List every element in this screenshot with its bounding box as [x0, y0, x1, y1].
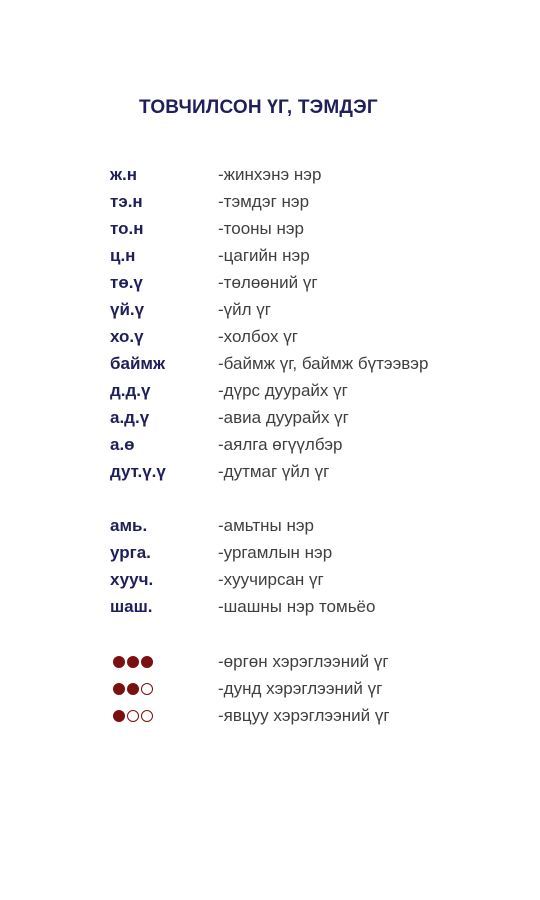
abbreviation: шаш.	[110, 596, 153, 616]
abbreviation-meaning: -тооны нэр	[218, 218, 305, 238]
abbreviation-meaning: -үйл үг	[218, 299, 272, 319]
page-title: ТОВЧИЛСОН ҮГ, ТЭМДЭГ	[139, 97, 378, 118]
grammar-abbreviation-list	[110, 161, 520, 485]
abbreviation-meaning: -шашны нэр томьёо	[218, 596, 376, 616]
abbreviation-meaning: -авиа дуурайх үг	[218, 407, 349, 427]
abbreviation-row	[110, 539, 520, 566]
filled-dot-icon	[113, 683, 125, 695]
usage-rating-dots	[110, 683, 218, 695]
abbreviation: хо.ү	[110, 326, 144, 346]
usage-meaning: -дунд хэрэглээний үг	[218, 678, 383, 698]
abbreviation-row	[110, 566, 520, 593]
abbreviation-meaning: -холбох үг	[218, 326, 298, 346]
abbreviation: хууч.	[110, 569, 154, 589]
abbreviation-row	[110, 512, 520, 539]
usage-rating-dots	[110, 710, 218, 722]
domain-abbreviation-list	[110, 512, 520, 620]
abbreviation-row	[110, 350, 520, 377]
abbreviation-meaning: -ургамлын нэр	[218, 542, 333, 562]
abbreviation: д.д.ү	[110, 380, 151, 400]
abbreviation: ж.н	[110, 164, 138, 184]
abbreviation-meaning: -тэмдэг нэр	[218, 191, 310, 211]
abbreviation: үй.ү	[110, 299, 145, 319]
abbreviation-row	[110, 269, 520, 296]
usage-row	[110, 702, 520, 729]
abbreviation: урга.	[110, 542, 151, 562]
abbreviation: баймж	[110, 353, 166, 373]
abbreviation-row	[110, 215, 520, 242]
abbreviation-meaning: -дүрс дуурайх үг	[218, 380, 348, 400]
abbreviation-meaning: -цагийн нэр	[218, 245, 310, 265]
abbreviation-meaning: -дутмаг үйл үг	[218, 461, 330, 481]
abbreviation: амь.	[110, 515, 148, 535]
abbreviation: тэ.н	[110, 191, 143, 211]
abbreviation-meaning: -баймж үг, баймж бүтээвэр	[218, 353, 429, 373]
abbreviation-row	[110, 323, 520, 350]
usage-meaning: -өргөн хэрэглээний үг	[218, 651, 389, 671]
abbreviation-row	[110, 242, 520, 269]
abbreviation-meaning: -аялга өгүүлбэр	[218, 434, 343, 454]
abbreviation-row	[110, 377, 520, 404]
abbreviation: а.д.ү	[110, 407, 150, 427]
abbreviation-row	[110, 458, 520, 485]
abbreviation-meaning: -амьтны нэр	[218, 515, 314, 535]
abbreviation-row	[110, 593, 520, 620]
usage-rating-dots	[110, 656, 218, 668]
abbreviation: а.ө	[110, 434, 135, 454]
filled-dot-icon	[113, 710, 125, 722]
abbreviation-meaning: -жинхэнэ нэр	[218, 164, 322, 184]
abbreviation-row	[110, 161, 520, 188]
abbreviation: то.н	[110, 218, 144, 238]
abbreviation: ц.н	[110, 245, 136, 265]
abbreviation: тө.ү	[110, 272, 143, 292]
abbreviation: дут.ү.ү	[110, 461, 166, 481]
abbreviation-meaning: -хуучирсан үг	[218, 569, 324, 589]
abbreviation-row	[110, 296, 520, 323]
filled-dot-icon	[127, 683, 139, 695]
filled-dot-icon	[113, 656, 125, 668]
empty-dot-icon	[141, 683, 153, 695]
filled-dot-icon	[141, 656, 153, 668]
abbreviation-meaning: -төлөөний үг	[218, 272, 318, 292]
filled-dot-icon	[127, 656, 139, 668]
usage-row	[110, 648, 520, 675]
abbreviation-row	[110, 188, 520, 215]
usage-meaning: -явцуу хэрэглээний үг	[218, 705, 390, 725]
abbreviation-row	[110, 431, 520, 458]
empty-dot-icon	[127, 710, 139, 722]
abbreviation-row	[110, 404, 520, 431]
empty-dot-icon	[141, 710, 153, 722]
usage-row	[110, 675, 520, 702]
usage-frequency-legend	[110, 648, 520, 729]
